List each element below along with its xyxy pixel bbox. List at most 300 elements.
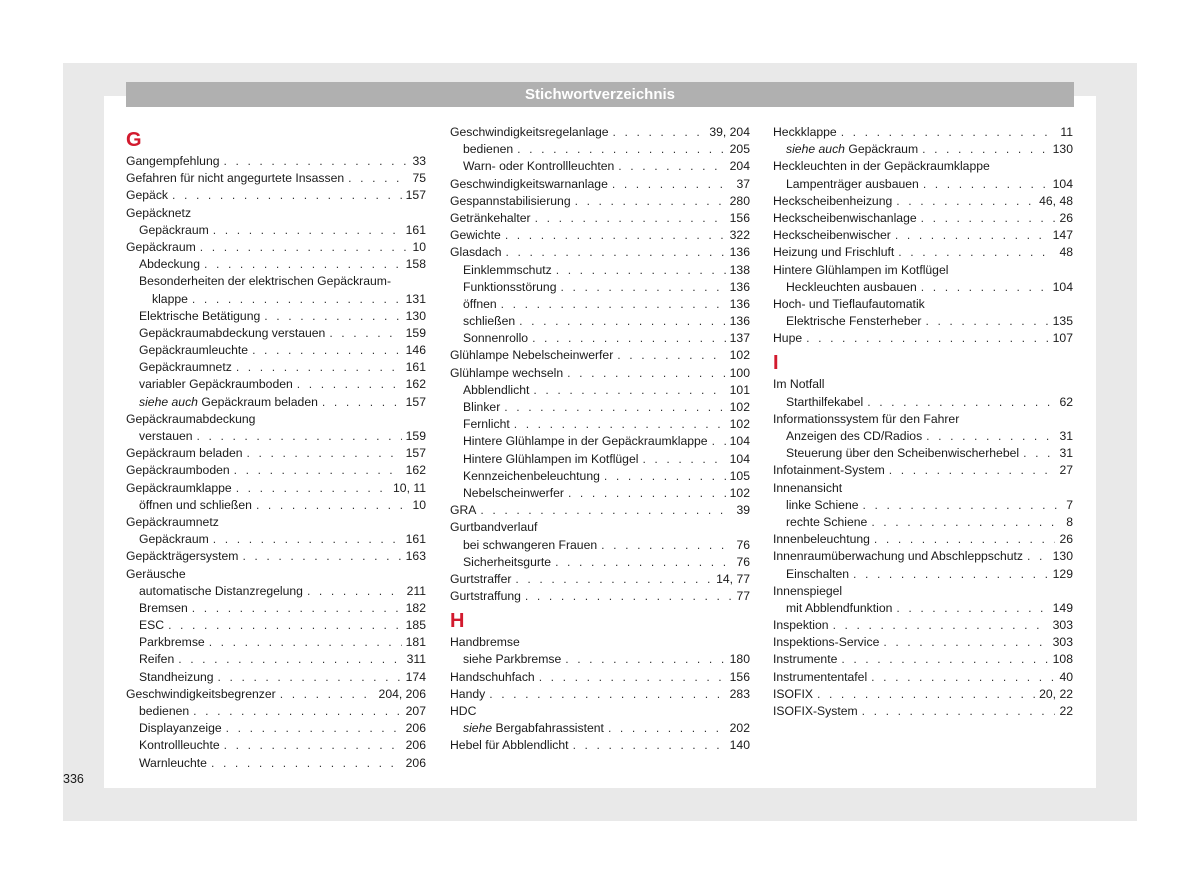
index-entry-label bbox=[450, 634, 520, 651]
index-entry-label bbox=[773, 480, 842, 497]
index-page-ref: 102 bbox=[729, 485, 750, 500]
index-entry-label bbox=[463, 554, 551, 571]
index-subentry bbox=[773, 497, 1073, 514]
index-page-ref: 157 bbox=[405, 394, 426, 409]
index-entry bbox=[126, 548, 426, 565]
index-entry-label bbox=[139, 342, 248, 359]
index-entry-label bbox=[139, 583, 303, 600]
index-subentry bbox=[126, 617, 426, 634]
index-entry-text: Gepäckraum bbox=[139, 222, 209, 237]
index-entry bbox=[126, 514, 426, 531]
index-entry-label bbox=[139, 394, 318, 411]
index-entry-label bbox=[786, 566, 849, 583]
index-page-ref: 174 bbox=[405, 669, 426, 684]
index-entry-label bbox=[773, 703, 858, 720]
index-entry-label bbox=[773, 210, 917, 227]
index-page-ref: 303 bbox=[1052, 618, 1073, 633]
index-page-ref: 161 bbox=[405, 222, 426, 237]
index-column-2 bbox=[450, 124, 750, 755]
index-entry bbox=[126, 445, 426, 462]
dot-leader bbox=[923, 176, 1049, 193]
index-entry bbox=[450, 703, 750, 720]
index-entry-text: Innenbeleuchtung bbox=[773, 532, 870, 547]
index-entry-label bbox=[773, 617, 829, 634]
index-subentry bbox=[126, 497, 426, 514]
index-entry bbox=[450, 227, 750, 244]
index-page-ref: 322 bbox=[729, 228, 750, 243]
index-entry-label bbox=[786, 497, 859, 514]
index-entry-text: Hebel für Abblendlicht bbox=[450, 738, 569, 753]
index-page-ref: 182 bbox=[405, 600, 426, 615]
index-subentry bbox=[126, 273, 426, 290]
index-entry-label bbox=[450, 176, 608, 193]
index-page-ref: 159 bbox=[405, 429, 426, 443]
index-entry-text: Instrumente bbox=[773, 652, 838, 667]
index-page-ref: 204 bbox=[729, 159, 750, 174]
index-entry-text: Gepäckraum bbox=[139, 532, 209, 547]
dot-leader bbox=[192, 291, 402, 308]
index-page-ref: 104 bbox=[1052, 279, 1073, 294]
index-entry-label bbox=[139, 359, 232, 376]
index-page-ref: 37 bbox=[736, 176, 750, 191]
index-entry-label bbox=[126, 153, 220, 170]
index-entry bbox=[773, 244, 1073, 261]
index-entry-label bbox=[450, 703, 476, 720]
index-entry bbox=[126, 239, 426, 256]
index-entry-text: Gepäck bbox=[126, 188, 169, 203]
index-entry-label bbox=[450, 124, 609, 141]
dot-leader bbox=[921, 210, 1056, 227]
dot-leader bbox=[514, 416, 726, 433]
index-entry-text: Gepäckraum bbox=[844, 142, 919, 157]
index-entry bbox=[773, 583, 1073, 600]
index-entry-text: Parkbremse bbox=[139, 635, 205, 650]
index-entry-label bbox=[463, 468, 600, 485]
index-page-ref: 181 bbox=[405, 635, 426, 650]
index-entry-text: Handy bbox=[450, 686, 486, 701]
dot-leader bbox=[213, 222, 402, 239]
index-page-ref: 10 bbox=[412, 239, 426, 254]
index-entry-text: GRA bbox=[450, 503, 477, 518]
index-subentry bbox=[450, 416, 750, 433]
dot-leader bbox=[1023, 445, 1055, 462]
index-entry-text: Geschwindigkeitswarnanlage bbox=[450, 176, 608, 191]
index-entry bbox=[450, 210, 750, 227]
index-page-ref: 77 bbox=[736, 589, 750, 604]
index-entry-text: Hintere Glühlampen im Kotflügel bbox=[773, 262, 949, 277]
dot-leader bbox=[817, 686, 1035, 703]
index-entry-label bbox=[786, 279, 917, 296]
index-entry-text: Glasdach bbox=[450, 245, 502, 260]
dot-leader bbox=[567, 365, 726, 382]
dot-leader bbox=[601, 537, 732, 554]
index-entry-label bbox=[463, 158, 614, 175]
index-page-ref: 140 bbox=[729, 738, 750, 753]
index-entry-text: Innenraumüberwachung und Abschleppschutz bbox=[773, 549, 1024, 564]
dot-leader bbox=[555, 554, 732, 571]
index-entry-text: ISOFIX bbox=[773, 686, 813, 701]
dot-leader bbox=[236, 359, 402, 376]
index-entry-text: Gepäckraumklappe bbox=[126, 480, 232, 495]
index-entry-text: Hoch- und Tieflaufautomatik bbox=[773, 296, 925, 311]
index-entry-label bbox=[463, 399, 500, 416]
index-subentry bbox=[450, 537, 750, 554]
index-entry-text: klappe bbox=[152, 291, 188, 306]
dot-leader bbox=[565, 651, 725, 668]
index-letter-heading: I bbox=[773, 352, 779, 375]
index-entry-label bbox=[773, 244, 894, 261]
index-page-ref: 48 bbox=[1059, 245, 1073, 260]
index-page-ref: 76 bbox=[736, 554, 750, 569]
index-entry bbox=[773, 480, 1073, 497]
index-page-ref: 311 bbox=[406, 652, 426, 667]
index-entry-text: Kennzeichenbeleuchtung bbox=[463, 468, 600, 483]
index-page-ref: 206 bbox=[405, 738, 426, 753]
index-entry-label bbox=[773, 193, 892, 210]
index-page-ref: 158 bbox=[405, 257, 426, 272]
dot-leader bbox=[575, 193, 726, 210]
dot-leader bbox=[806, 330, 1049, 347]
index-entry-label bbox=[152, 291, 188, 308]
index-entry-label bbox=[126, 566, 186, 583]
dot-leader bbox=[178, 651, 402, 668]
index-entry-label bbox=[126, 205, 191, 222]
index-page-ref: 31 bbox=[1059, 429, 1073, 443]
index-entry-text: Reifen bbox=[139, 652, 175, 667]
index-entry-label bbox=[463, 416, 510, 433]
index-subentry bbox=[126, 583, 426, 600]
dot-leader bbox=[871, 514, 1062, 531]
index-letter-heading: G bbox=[126, 129, 142, 151]
index-page-ref: 206 bbox=[405, 755, 426, 770]
dot-leader bbox=[841, 124, 1057, 141]
index-entry-label bbox=[450, 519, 537, 536]
dot-leader bbox=[172, 187, 402, 204]
dot-leader bbox=[525, 588, 733, 605]
dot-leader bbox=[252, 342, 402, 359]
index-entry-text: Fernlicht bbox=[463, 417, 510, 432]
index-entry bbox=[773, 227, 1073, 244]
index-entry bbox=[450, 347, 750, 364]
dot-leader bbox=[517, 141, 726, 158]
dot-leader bbox=[515, 571, 712, 588]
index-entry-label bbox=[773, 296, 925, 313]
index-entry bbox=[126, 462, 426, 479]
index-page-ref: 163 bbox=[405, 549, 426, 564]
dot-leader bbox=[480, 502, 732, 519]
index-entry-text: Funktionsstörung bbox=[463, 279, 557, 294]
index-entry-label bbox=[773, 227, 891, 244]
index-entry-label bbox=[773, 583, 842, 600]
index-subentry bbox=[126, 428, 426, 445]
index-column-1 bbox=[126, 124, 426, 772]
index-subentry bbox=[126, 634, 426, 651]
index-entry-text: bedienen bbox=[463, 142, 514, 157]
index-page-ref: 62 bbox=[1059, 394, 1073, 409]
index-entry-text: variabler Gepäckraumboden bbox=[139, 377, 293, 392]
index-entry-text: Anzeigen des CD/Radios bbox=[786, 429, 923, 443]
dot-leader bbox=[489, 686, 725, 703]
index-subentry bbox=[450, 720, 750, 737]
index-entry-label bbox=[139, 755, 207, 772]
index-entry-label bbox=[139, 497, 252, 514]
index-entry bbox=[450, 124, 750, 141]
index-page-ref: 206 bbox=[405, 721, 426, 736]
index-entry-label bbox=[773, 531, 870, 548]
index-entry-label bbox=[139, 376, 293, 393]
index-page-ref: 130 bbox=[1052, 549, 1073, 564]
index-entry-text: Gefahren für nicht angegurtete Insassen bbox=[126, 171, 345, 186]
index-page-ref: 130 bbox=[1052, 142, 1073, 157]
index-page-ref: 27 bbox=[1059, 463, 1073, 478]
dot-leader bbox=[200, 239, 409, 256]
dot-leader bbox=[226, 720, 402, 737]
index-entry-label bbox=[126, 548, 238, 565]
index-entry-text: Gepäckraumnetz bbox=[139, 360, 232, 375]
index-subentry bbox=[450, 433, 750, 450]
index-subentry bbox=[126, 325, 426, 342]
index-entry-text: Lampenträger ausbauen bbox=[786, 176, 919, 191]
index-entry bbox=[450, 244, 750, 261]
index-entry-label bbox=[786, 600, 892, 617]
dot-leader bbox=[280, 686, 375, 703]
index-entry bbox=[126, 566, 426, 583]
index-page-ref: 10 bbox=[412, 497, 426, 512]
dot-leader bbox=[247, 445, 402, 462]
index-entry-label bbox=[126, 170, 344, 187]
dot-leader bbox=[348, 170, 408, 187]
index-entry-label bbox=[786, 176, 919, 193]
index-entry-text: Gepäckraumleuchte bbox=[139, 343, 249, 358]
index-page-ref: 147 bbox=[1052, 228, 1073, 243]
index-entry-label bbox=[139, 720, 222, 737]
index-entry-text: automatische Distanzregelung bbox=[139, 583, 303, 598]
see-also-text: siehe auch bbox=[786, 142, 845, 157]
dot-leader bbox=[898, 244, 1055, 261]
index-entry bbox=[773, 411, 1073, 428]
index-page-ref: 104 bbox=[729, 434, 750, 449]
index-entry-label bbox=[786, 394, 863, 411]
index-page-ref: 104 bbox=[729, 451, 750, 466]
index-entry-text: Standheizung bbox=[139, 669, 214, 684]
dot-leader bbox=[535, 210, 726, 227]
index-entry bbox=[773, 124, 1073, 141]
index-entry-text: Instrumententafel bbox=[773, 669, 868, 684]
index-entry bbox=[773, 651, 1073, 668]
index-page-ref: 205 bbox=[729, 142, 750, 157]
dot-leader bbox=[533, 382, 725, 399]
index-entry bbox=[450, 519, 750, 536]
index-entry-text: verstauen bbox=[139, 429, 193, 443]
index-page-ref: 10, 11 bbox=[393, 480, 426, 495]
index-page-ref: 146 bbox=[405, 343, 426, 358]
index-entry-label bbox=[139, 634, 205, 651]
index-entry bbox=[773, 158, 1073, 175]
index-entry-label bbox=[126, 239, 196, 256]
index-page-ref: 46, 48 bbox=[1039, 193, 1073, 208]
dot-leader bbox=[853, 566, 1049, 583]
dot-leader bbox=[539, 669, 726, 686]
index-column-3 bbox=[773, 124, 1073, 720]
index-subentry bbox=[773, 176, 1073, 193]
index-page-ref: 137 bbox=[729, 331, 750, 346]
index-entry-label bbox=[126, 445, 243, 462]
dot-leader bbox=[896, 193, 1035, 210]
index-entry-text: Heckleuchten ausbauen bbox=[786, 279, 917, 294]
index-subentry bbox=[450, 296, 750, 313]
dot-leader bbox=[218, 669, 402, 686]
index-page-ref: 22 bbox=[1059, 704, 1073, 718]
index-page-ref: 207 bbox=[405, 704, 426, 718]
dot-leader bbox=[613, 124, 706, 141]
index-entry-text: Steuerung über den Scheibenwischerhebel bbox=[786, 446, 1020, 461]
dot-leader bbox=[874, 531, 1056, 548]
index-entry bbox=[773, 617, 1073, 634]
index-page-ref: 39 bbox=[736, 503, 750, 518]
index-subentry bbox=[126, 755, 426, 772]
dot-leader bbox=[896, 600, 1048, 617]
index-entry-label bbox=[139, 600, 188, 617]
index-page-ref: 161 bbox=[405, 532, 426, 547]
index-entry-text: Gepäckraumabdeckung verstauen bbox=[139, 325, 326, 340]
index-page-ref: 102 bbox=[729, 400, 750, 414]
index-entry-label bbox=[773, 411, 959, 428]
index-entry bbox=[773, 462, 1073, 479]
dot-leader bbox=[505, 227, 726, 244]
index-entry-label bbox=[450, 227, 501, 244]
index-entry-label bbox=[773, 634, 879, 651]
index-entry-label bbox=[450, 571, 511, 588]
index-entry-label bbox=[139, 617, 164, 634]
dot-leader bbox=[209, 634, 402, 651]
index-subentry bbox=[773, 445, 1073, 462]
index-page-ref: 105 bbox=[729, 468, 750, 483]
index-entry-label bbox=[126, 462, 230, 479]
dot-leader bbox=[297, 376, 402, 393]
index-entry bbox=[450, 176, 750, 193]
index-entry-text: Inspektion bbox=[773, 618, 829, 633]
section-header: Stichwortverzeichnis bbox=[126, 82, 1074, 107]
index-entry bbox=[450, 365, 750, 382]
index-entry bbox=[773, 330, 1073, 347]
index-entry-text: Warnleuchte bbox=[139, 755, 207, 770]
index-page-ref: 76 bbox=[736, 537, 750, 552]
index-entry-text: mit Abblendfunktion bbox=[786, 600, 893, 615]
index-subentry bbox=[126, 720, 426, 737]
index-entry-label bbox=[450, 347, 613, 364]
index-entry-label bbox=[450, 365, 563, 382]
dot-leader bbox=[192, 600, 402, 617]
index-entry-label bbox=[126, 411, 255, 428]
index-subentry bbox=[126, 222, 426, 239]
index-page-ref: 26 bbox=[1059, 532, 1073, 547]
index-entry-text: linke Schiene bbox=[786, 497, 859, 512]
index-entry-text: Im Notfall bbox=[773, 377, 825, 392]
index-entry bbox=[126, 686, 426, 703]
index-entry-text: Heckleuchten in der Gepäckraumklappe bbox=[773, 159, 990, 174]
index-entry-text: Handschuhfach bbox=[450, 669, 535, 684]
index-subentry bbox=[450, 262, 750, 279]
index-entry-text: öffnen und schließen bbox=[139, 497, 252, 512]
index-letter-heading: H bbox=[450, 610, 465, 633]
index-entry-text: Heckscheibenheizung bbox=[773, 193, 893, 208]
index-page-ref: 157 bbox=[405, 188, 426, 203]
index-subentry bbox=[126, 308, 426, 325]
index-entry bbox=[773, 376, 1073, 393]
dot-leader bbox=[895, 227, 1049, 244]
index-entry-label bbox=[786, 141, 918, 158]
index-entry-label bbox=[773, 462, 885, 479]
index-entry-label bbox=[463, 485, 564, 502]
index-subentry bbox=[450, 554, 750, 571]
index-entry-label bbox=[450, 686, 485, 703]
index-page-ref: 39, 204 bbox=[709, 125, 750, 139]
dot-leader bbox=[213, 531, 402, 548]
index-page-ref: 26 bbox=[1059, 210, 1073, 225]
index-entry bbox=[126, 170, 426, 187]
dot-leader bbox=[871, 669, 1055, 686]
index-entry-text: Gepäckträgersystem bbox=[126, 549, 239, 564]
index-page-ref: 129 bbox=[1052, 566, 1073, 581]
index-page-ref: 283 bbox=[729, 686, 750, 701]
index-page-ref: 303 bbox=[1052, 635, 1073, 650]
index-entry-label bbox=[139, 428, 193, 445]
index-subentry bbox=[126, 376, 426, 393]
index-subentry bbox=[126, 291, 426, 308]
index-entry bbox=[450, 669, 750, 686]
index-entry-text: Gespannstabilisierung bbox=[450, 193, 571, 208]
dot-leader bbox=[883, 634, 1048, 651]
index-entry-text: Hintere Glühlampen im Kotflügel bbox=[463, 451, 639, 466]
index-entry-label bbox=[139, 531, 209, 548]
dot-leader bbox=[712, 433, 726, 450]
index-subentry bbox=[450, 468, 750, 485]
dot-leader bbox=[329, 325, 401, 342]
index-entry-text: ESC bbox=[139, 618, 165, 633]
index-entry-label bbox=[139, 703, 189, 720]
index-entry-label bbox=[450, 669, 535, 686]
index-subentry bbox=[773, 279, 1073, 296]
index-entry-label bbox=[139, 669, 214, 686]
index-entry-label bbox=[773, 330, 802, 347]
dot-leader bbox=[204, 256, 402, 273]
dot-leader bbox=[322, 394, 402, 411]
index-page-ref: 75 bbox=[412, 171, 426, 186]
dot-leader bbox=[618, 158, 725, 175]
index-subentry bbox=[450, 399, 750, 416]
index-page-ref: 136 bbox=[729, 314, 750, 329]
dot-leader bbox=[197, 428, 402, 445]
index-entry-text: Gurtbandverlauf bbox=[450, 520, 538, 535]
index-page-ref: 136 bbox=[729, 296, 750, 311]
index-entry bbox=[773, 548, 1073, 565]
index-page-ref: 211 bbox=[406, 583, 426, 598]
index-entry-text: Besonderheiten der elektrischen Gepäckraum- bbox=[139, 274, 392, 289]
index-page-ref: 136 bbox=[729, 279, 750, 294]
index-entry bbox=[773, 262, 1073, 279]
index-subentry bbox=[126, 669, 426, 686]
dot-leader bbox=[224, 737, 402, 754]
index-entry bbox=[773, 296, 1073, 313]
index-entry-text: Gurtstraffer bbox=[450, 571, 512, 586]
index-entry-label bbox=[126, 514, 219, 531]
index-entry-label bbox=[463, 537, 597, 554]
dot-leader bbox=[561, 279, 726, 296]
dot-leader bbox=[862, 703, 1056, 720]
index-entry-label bbox=[773, 548, 1023, 565]
index-entry bbox=[126, 205, 426, 222]
index-page-ref: 204, 206 bbox=[378, 686, 426, 701]
